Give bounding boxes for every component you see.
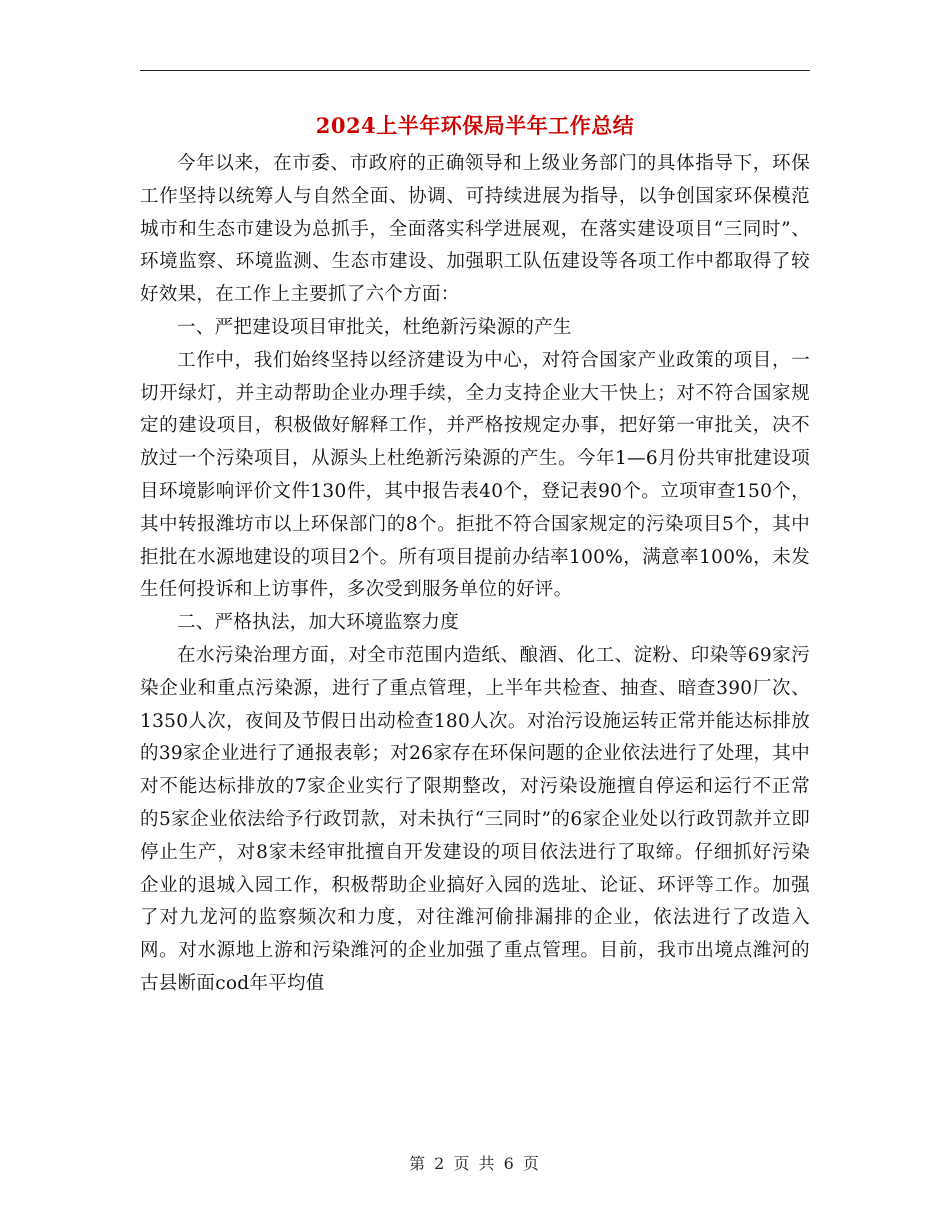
paragraph-section-1: 工作中，我们始终坚持以经济建设为中心，对符合国家产业政策的项目，一切开绿灯，并主动帮助企业办理手续，全力支持企业大干快上；对不符合国家规定的建设项目，积极做好解释工作，并严格按规定办事，把好第一审批关，决不放过一个污染项目，从源头上杜绝新污染源的产生。今年1—6月份共审批建设项目环境影响评价文件130件，其中报告表40个，登记表90个。立项审查150个，其中转报潍坊市以上环保部门的8个。拒批不符合国家规定的污染项目5个，其中拒批在水源地建设的项目2个。所有项目提前办结率100%，满意率100%，未发生任何投诉和上访事件，多次受到服务单位的好评。 <box>140 349 810 601</box>
section-heading-1: 一、严把建设项目审批关，杜绝新污染源的产生 <box>177 316 572 338</box>
header-rule <box>140 70 810 71</box>
section-heading-2: 二、严格执法，加大环境监察力度 <box>177 612 460 634</box>
paragraph-section-2: 在水污染治理方面，对全市范围内造纸、酿酒、化工、淀粉、印染等69家污染企业和重点污染源，进行了重点管理，上半年共检查、抽查、暗查390厂次、1350人次，夜间及节假日出动检查180人次。对治污设施运转正常并能达标排放的39家企业进行了通报表彰；对26家存在环保问题的企业依法进行了处理，其中对不能达标排放的7家企业实行了限期整改，对污染设施擅自停运和运行不正常的5家企业依法给予行政罚款，对未执行“三同时”的6家企业处以行政罚款并立即停止生产，对8家未经审批擅自开发建设的项目依法进行了取缔。仔细抓好污染企业的退城入园工作，积极帮助企业搞好入园的选址、论证、环评等工作。加强了对九龙河的监察频次和力度，对往潍河偷排漏排的企业，依法进行了改造入网。对水源地上游和污染潍河的企业加强了重点管理。目前，我市出境点潍河的古县断面cod年平均值 <box>140 644 810 994</box>
page-footer: 第 2 页 共 6 页 <box>409 1154 541 1173</box>
paragraph-intro: 今年以来，在市委、市政府的正确领导和上级业务部门的具体指导下，环保工作坚持以统筹人与自然全面、协调、可持续进展为指导，以争创国家环保模范城市和生态市建设为总抓手，全面落实科学进展观，在落实建设项目“三同时”、环境监察、环境监测、生态市建设、加强职工队伍建设等各项工作中都取得了较好效果，在工作上主要抓了六个方面： <box>140 153 810 306</box>
document-title: 2024上半年环保局半年工作总结 <box>315 113 635 138</box>
document-body <box>140 148 810 1001</box>
